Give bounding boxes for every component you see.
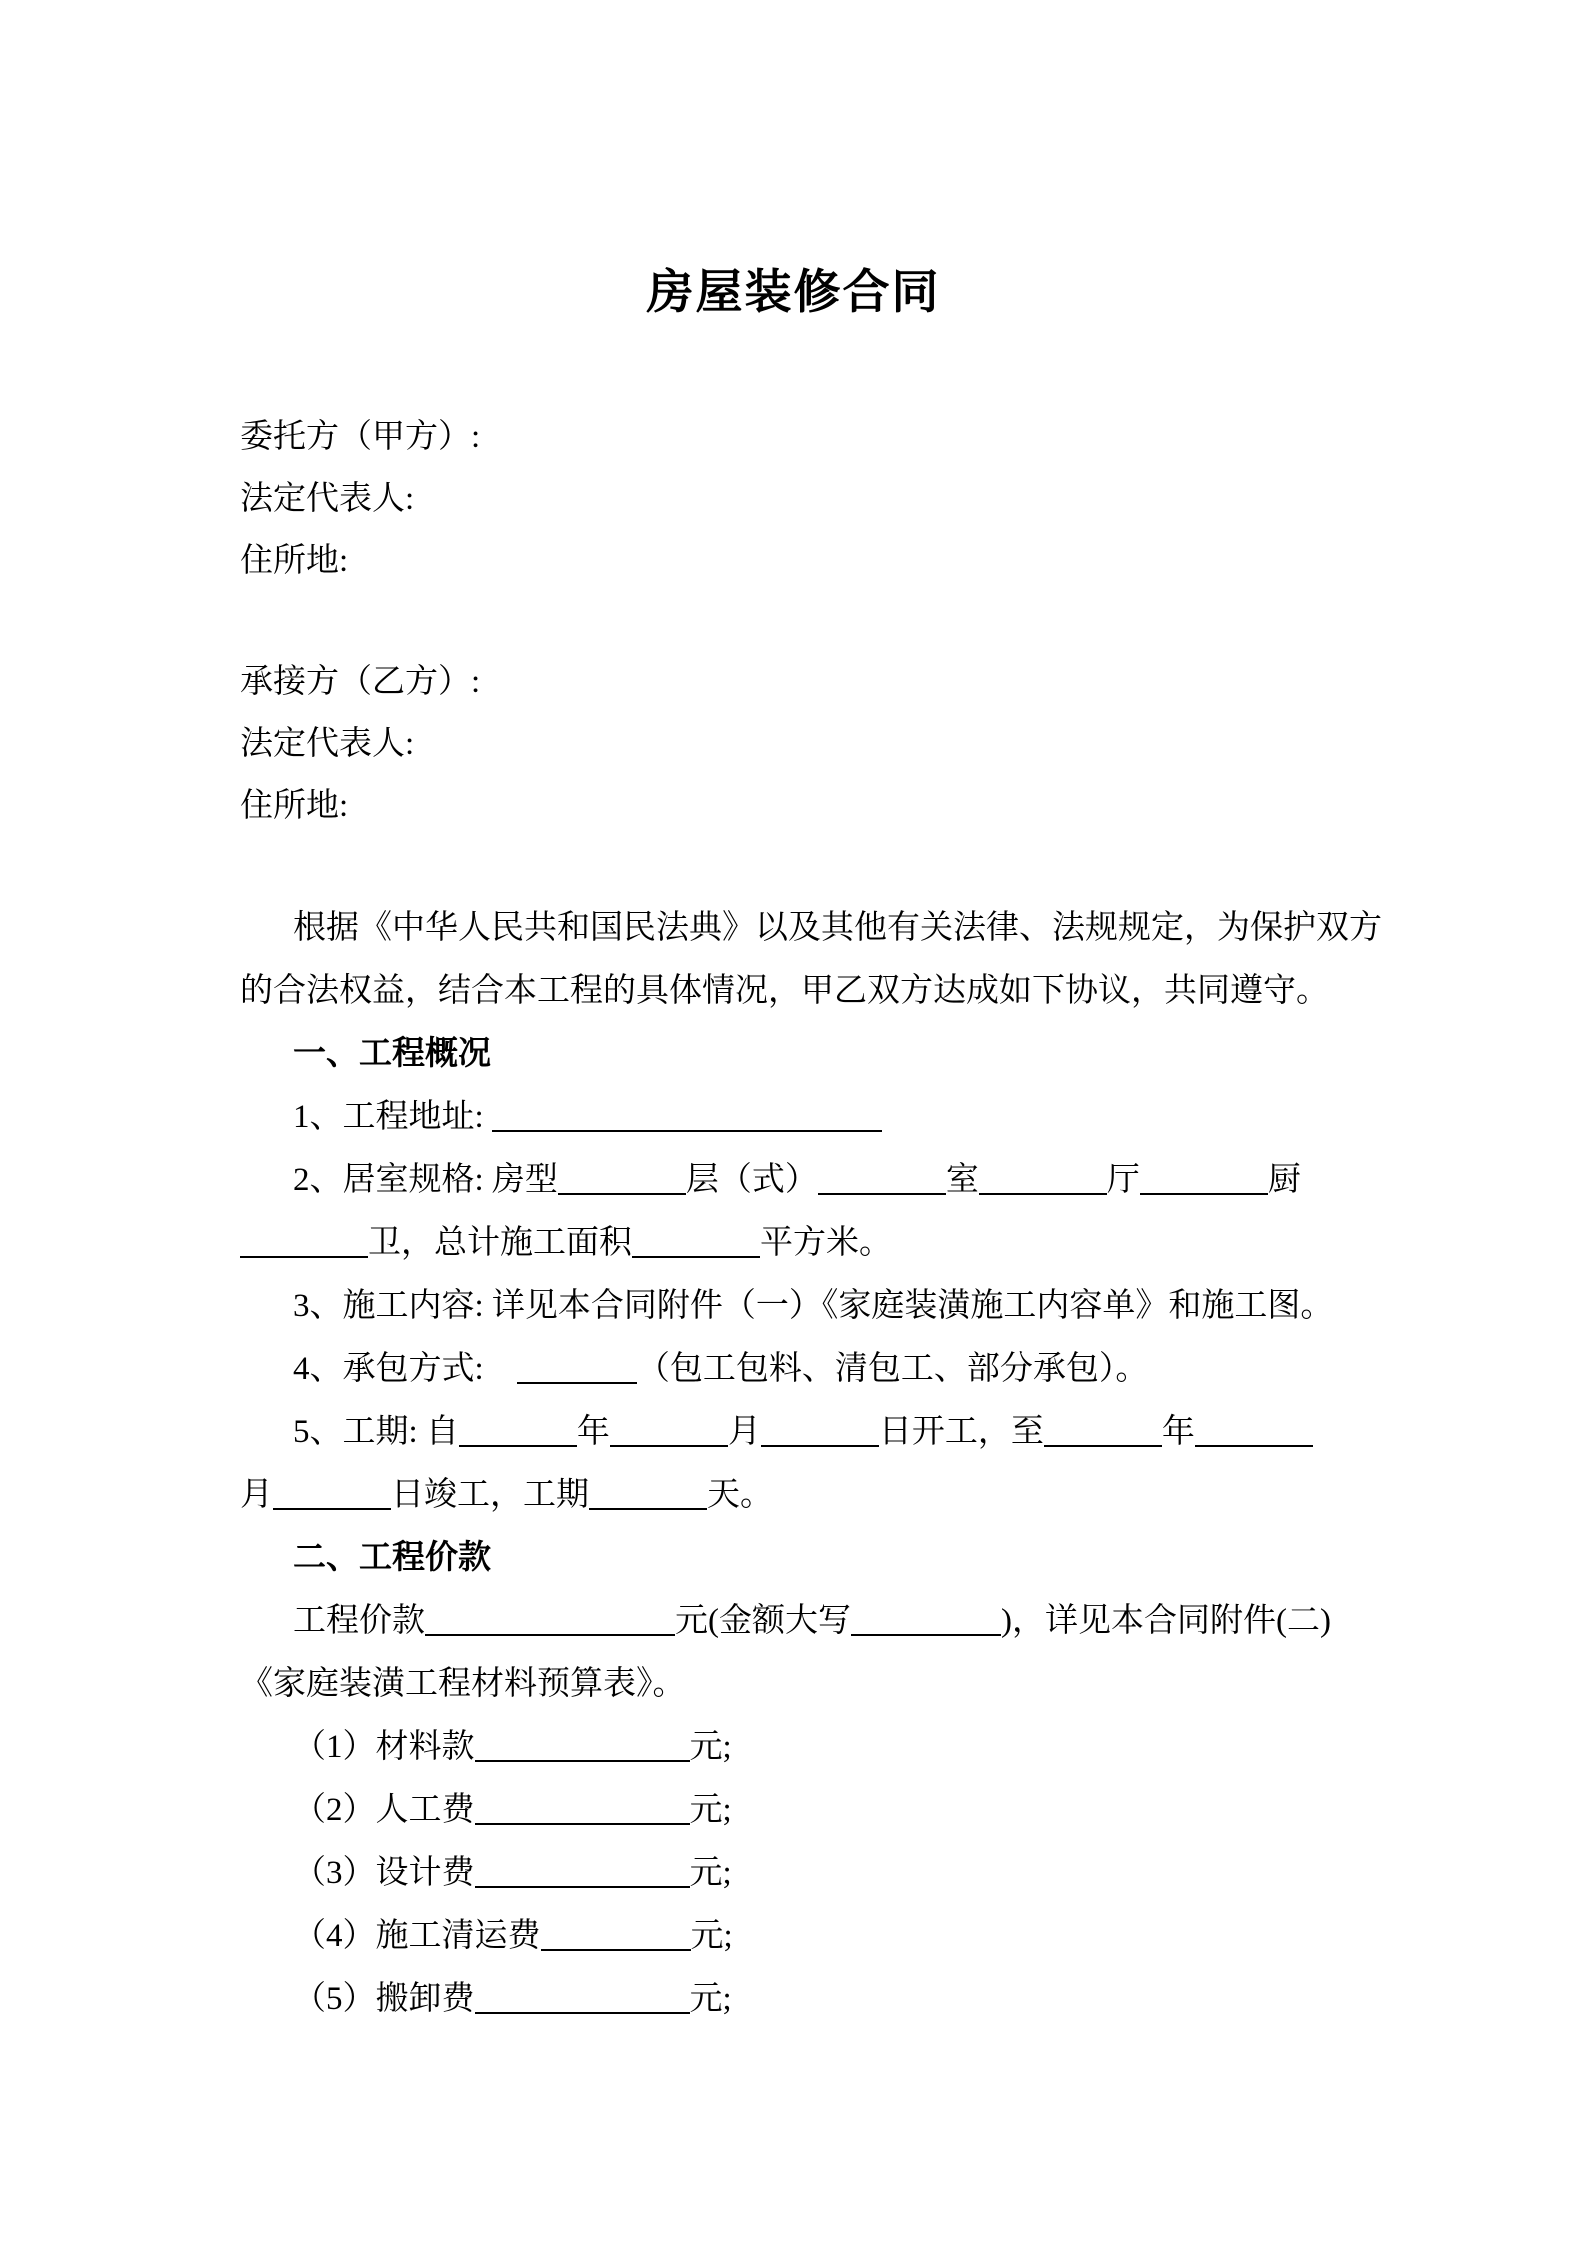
text-run: （1）材料款: [293, 1729, 475, 1765]
text-run: 5、工期: 自: [293, 1414, 459, 1450]
text-run: 元;: [689, 1792, 732, 1828]
party-b-address: [240, 775, 1347, 837]
blank-underline-field: [541, 1949, 691, 1951]
text-run: 1、工程地址:: [293, 1099, 492, 1135]
text-run: 年: [1161, 1414, 1195, 1450]
text-run: （4）施工清运费: [293, 1918, 541, 1954]
text-run: 根据《中华人民共和国民法典》以及其他有关法律、法规规定，为保护双方: [293, 910, 1382, 946]
item-construction-period-1: [240, 1401, 1347, 1464]
party-a-legal-rep: [240, 468, 1347, 530]
text-run: 元(金额大写: [675, 1603, 851, 1639]
blank-underline-field: [632, 1256, 760, 1258]
item-room-spec-2: [240, 1212, 1347, 1275]
text-run: 法定代表人:: [240, 726, 415, 762]
blank-underline-field: [818, 1193, 946, 1195]
text-run: 厅: [1106, 1162, 1140, 1198]
text-run: 日开工，至: [878, 1414, 1044, 1450]
blank-underline-field: [1195, 1445, 1313, 1447]
text-run: 元;: [689, 1981, 732, 2017]
blank-underline-field: [459, 1445, 577, 1447]
section-1-heading: [240, 1023, 1347, 1086]
text-run: )，详见本合同附件(二): [1001, 1603, 1331, 1639]
price-item-design: [240, 1842, 1347, 1905]
party-b-legal-rep: [240, 713, 1347, 775]
text-run: 二、工程价款: [293, 1540, 491, 1576]
text-run: （2）人工费: [293, 1792, 475, 1828]
blank-underline-field: [492, 1130, 882, 1132]
price-item-cleanup: [240, 1905, 1347, 1968]
text-run: 层（式）: [685, 1162, 818, 1198]
blank-underline-field: [589, 1508, 707, 1510]
text-run: 月: [727, 1414, 761, 1450]
text-run: 厨: [1267, 1162, 1301, 1198]
party-b-label: [240, 651, 1347, 713]
price-item-materials: [240, 1716, 1347, 1779]
blank-underline-field: [475, 2012, 690, 2014]
blank-underline-field: [558, 1193, 686, 1195]
preamble-line-2: [240, 960, 1347, 1023]
text-run: 3、施工内容: 详见本合同附件（一）《家庭装潢施工内容单》和施工图。: [293, 1288, 1334, 1324]
text-run: 年: [576, 1414, 610, 1450]
text-run: （包工包料、清包工、部分承包）。: [636, 1351, 1149, 1387]
section-2-heading: [240, 1527, 1347, 1590]
text-run: 住所地:: [240, 788, 349, 824]
party-a-label: [240, 406, 1347, 468]
party-b-block: [240, 651, 1347, 837]
price-line-1: [240, 1590, 1347, 1653]
preamble-line-1: [240, 897, 1382, 960]
text-run: 天。: [707, 1477, 773, 1513]
text-run: （5）搬卸费: [293, 1981, 475, 2017]
blank-underline-field: [273, 1508, 391, 1510]
document-title: 房屋装修合同: [646, 267, 941, 319]
text-run: 平方米。: [760, 1225, 892, 1261]
text-run: 日竣工，工期: [391, 1477, 589, 1513]
text-run: 元;: [689, 1855, 732, 1891]
text-run: 卫，总计施工面积: [368, 1225, 632, 1261]
blank-underline-field: [240, 1256, 368, 1258]
text-run: 元;: [689, 1729, 732, 1765]
text-run: 月: [240, 1477, 273, 1513]
text-run: 室: [945, 1162, 979, 1198]
blank-underline-field: [475, 1760, 690, 1762]
blank-underline-field: [761, 1445, 879, 1447]
item-project-address: [240, 1086, 1347, 1149]
text-run: 工程价款: [293, 1603, 425, 1639]
item-contract-method: [240, 1338, 1347, 1401]
text-run: 一、工程概况: [293, 1036, 491, 1072]
blank-underline-field: [475, 1886, 690, 1888]
blank-underline-field: [425, 1634, 675, 1636]
text-run: 法定代表人:: [240, 481, 415, 517]
text-run: 2、居室规格: 房型: [293, 1162, 558, 1198]
price-line-2: [240, 1653, 1347, 1716]
blank-underline-field: [517, 1382, 637, 1384]
text-run: 4、承包方式:: [293, 1351, 492, 1387]
blank-underline-field: [475, 1823, 690, 1825]
text-run: （3）设计费: [293, 1855, 475, 1891]
text-run: 住所地:: [240, 543, 349, 579]
price-item-handling: [240, 1968, 1347, 2031]
contract-body: [240, 897, 1382, 2031]
blank-underline-field: [1044, 1445, 1162, 1447]
text-run: 《家庭装潢工程材料预算表》。: [240, 1666, 686, 1702]
text-run: 元;: [690, 1918, 733, 1954]
party-a-address: [240, 530, 1347, 592]
blank-underline-field: [979, 1193, 1107, 1195]
blank-underline-field: [1140, 1193, 1268, 1195]
text-run: 承接方（乙方）:: [240, 664, 481, 700]
party-a-block: [240, 406, 1347, 592]
text-run: 委托方（甲方）:: [240, 419, 481, 455]
blank-underline-field: [610, 1445, 728, 1447]
price-item-labor: [240, 1779, 1347, 1842]
item-room-spec-1: [240, 1149, 1347, 1212]
item-construction-content: [240, 1275, 1347, 1338]
blank-underline-field: [851, 1634, 1001, 1636]
item-construction-period-2: [240, 1464, 1347, 1527]
text-run: 的合法权益，结合本工程的具体情况，甲乙双方达成如下协议，共同遵守。: [240, 973, 1329, 1009]
